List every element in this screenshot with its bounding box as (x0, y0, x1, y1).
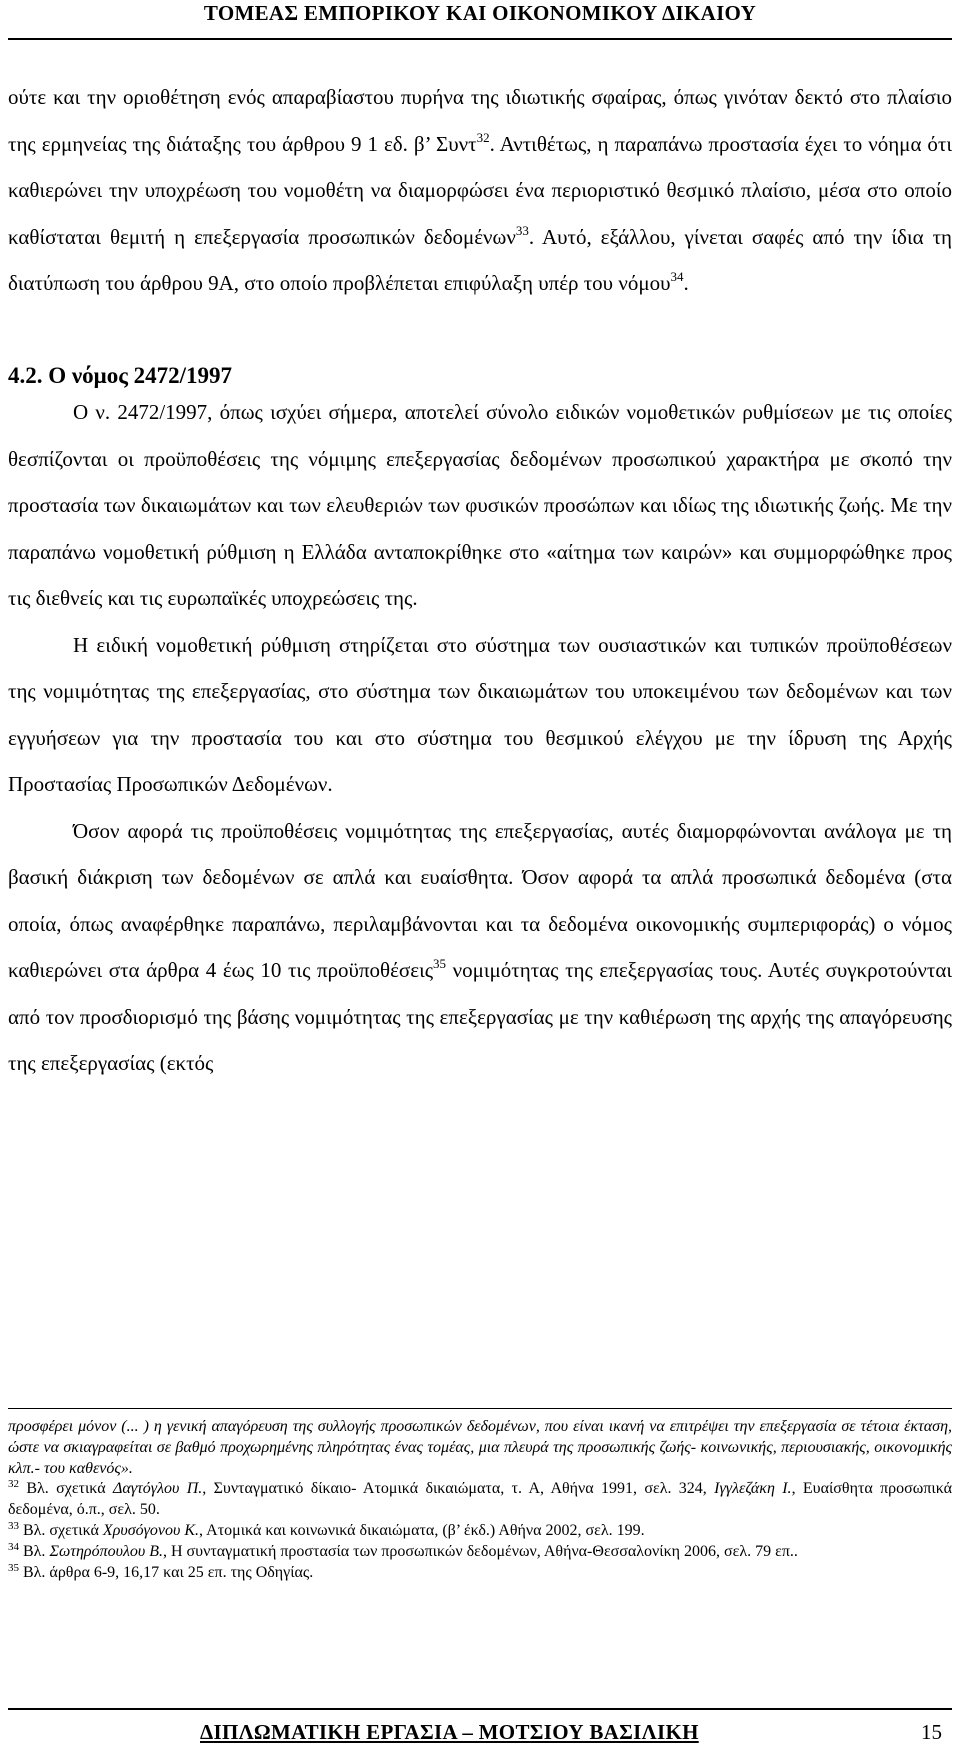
paragraph-lawfulness-conditions: Όσον αφορά τις προϋποθέσεις νομιμότητας της επεξεργασίας, αυτές διαμορφώνονται ανάλογα με τη βασική διάκριση των δεδομένων σε απλά και ευαίσθητα. Όσον αφορά τα απλά προσωπικά δεδομένα (στα οποία, όπως αναφέρθηκε παραπάνω, περιλαμβάνονται και τα δεδομένα οικονομικής συμπεριφοράς) ο νόμος καθιερώνει στα άρθρα 4 έως 10 τις προϋποθέσεις$^{35}$ νομιμότητας της επεξεργασίας τους. Αυτές συγκροτούνται από τον προσδιορισμό της βάσης νομιμότητας της επεξεργασίας με την καθιέρωση της αρχής της απαγόρευσης της επεξεργασίας (εκτός (8, 818, 952, 1075)
body-text (8, 74, 952, 1087)
section-heading: 4.2. Ο νόμος 2472/1997 (8, 362, 233, 388)
footnote-ref-35[interactable]: 35 (433, 956, 447, 971)
page-number: 15 (921, 1720, 942, 1744)
footnote-number: 35 (8, 1561, 19, 1574)
footnote-32: $^{32}$ Βλ. σχετικά Δαγτόγλου Π., Συνταγματικό δίκαιο- Ατομικά δικαιώματα, τ. Α, Αθήνα 1991, σελ. 324, Ιγγλεζάκη Ι., Ευαίσθητα προσωπικά δεδομένα, ό.π., σελ. 50. (8, 1478, 953, 1519)
footnote-34: $^{34}$ Βλ. Σωτηρόπουλου Β., Η συνταγματική προστασία των προσωπικών δεδομένων, Αθήνα-Θεσσαλονίκη 2006, σελ. 79 επ.. (8, 1540, 798, 1560)
paragraph-legal-system: Η ειδική νομοθετική ρύθμιση στηρίζεται στο σύστημα των ουσιαστικών και τυπικών προϋποθέσεων της νομιμότητας της επεξεργασίας, στο σύστημα των δικαιωμάτων του υποκειμένου των δεδομένων και των εγγυήσεων για την προστασία του και στο σύστημα του θεσμικού ελέγχου με την ίδρυση της Αρχής Προστασίας Προσωπικών Δεδομένων. (8, 632, 952, 796)
running-footer: ΔΙΠΛΩΜΑΤΙΚΗ ΕΡΓΑΣΙΑ – ΜΟΤΣΙΟΥ ΒΑΣΙΛΙΚΗ (200, 1720, 699, 1744)
footnotes (8, 1417, 952, 1583)
footnote-35: $^{35}$ Βλ. άρθρα 6-9, 16,17 και 25 επ. της Οδηγίας. (8, 1561, 314, 1581)
footnote-number: 32 (8, 1478, 19, 1491)
paragraph-continuation: ούτε και την οριοθέτηση ενός απαραβίαστου πυρήνα της ιδιωτικής σφαίρας, όπως γινόταν δεκτό στο πλαίσιο της ερμηνείας της διάταξης του άρθρου 9 1 εδ. β’ Συντ$^{32}$. Αντιθέτως, η παραπάνω προστασία έχει το νόημα ότι καθιερώνει την υποχρέωση του νομοθέτη να διαμορφώσει ένα περιοριστικό θεσμικό πλαίσιο, μέσα στο οποίο καθίσταται θεμιτή η επεξεργασία προσωπικών δεδομένων$^{33}$. Αυτό, εξάλλου, γίνεται σαφές από την ίδια τη διατύπωση του άρθρου 9Α, στο οποίο προβλέπεται επιφύλαξη υπέρ του νόμου$^{34}$. (8, 85, 953, 295)
running-header: ΤΟΜΕΑΣ ΕΜΠΟΡΙΚΟΥ ΚΑΙ ΟΙΚΟΝΟΜΙΚΟΥ ΔΙΚΑΙΟΥ (203, 1, 757, 25)
footnote-divider (8, 1408, 952, 1409)
footnote-ref-32[interactable]: 32 (476, 129, 490, 145)
footnote-number: 33 (8, 1519, 19, 1532)
footer-divider (8, 1708, 952, 1710)
footnote-33: $^{33}$ Βλ. σχετικά Χρυσόγονου Κ., Ατομικά και κοινωνικά δικαιώματα, (β’ έκδ.) Αθήνα 2002, σελ. 199. (8, 1519, 645, 1539)
paragraph-law-overview: Ο ν. 2472/1997, όπως ισχύει σήμερα, αποτελεί σύνολο ειδικών νομοθετικών ρυθμίσεων με τις οποίες θεσπίζονται οι προϋποθέσεις της νόμιμης επεξεργασίας δεδομένων προσωπικού χαρακτήρα με σκοπό την προστασία των δικαιωμάτων και των ελευθεριών των φυσικών προσώπων και ιδίως της ιδιωτικής ζωής. Με την παραπάνω νομοθετική ρύθμιση η Ελλάδα ανταποκρίθηκε στο «αίτημα των καιρών» και συμμορφώθηκε προς τις διεθνείς και τις ευρωπαϊκές υποχρεώσεις της. (8, 400, 952, 610)
footnote-continuation: προσφέρει μόνον (... ) η γενική απαγόρευση της συλλογής προσωπικών δεδομένων, που είναι ικανή να επιτρέψει την επεξεργασία σε τέτοια έκταση, ώστε να σκιαγραφείται σε βαθμό προχωρημένης πληρότητας ένας τομέας, μια πλευρά της προσωπικής ζωής- κοινωνικής, περιουσιακής, οικονομικής κλπ.- του καθενός». (8, 1418, 952, 1477)
footnote-ref-34[interactable]: 34 (670, 269, 684, 284)
footnote-number: 34 (8, 1540, 19, 1553)
footnote-ref-33[interactable]: 33 (515, 222, 529, 238)
header-divider (8, 38, 952, 40)
